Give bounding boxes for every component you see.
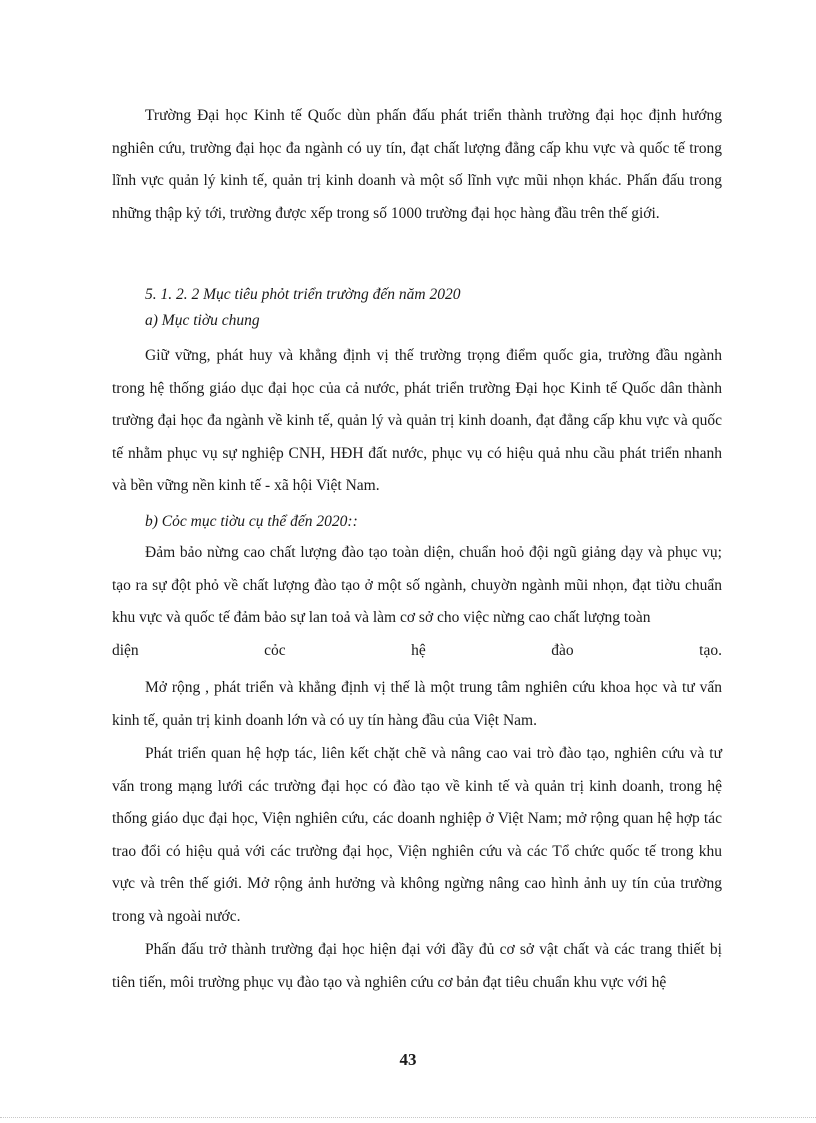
paragraph-vision: Trường Đại học Kinh tế Quốc dùn phấn đấu phát triển thành trường đại học định hướng nghiên cứu, trường đại học đa ngành có uy tín, đạt chất lượng đẳng cấp khu vực và quốc tế trong lĩnh vực quản lý kinh tế, quản trị kinh doanh và một số lĩnh vực mũi nhọn khác. Phấn đấu trong những thập kỷ tới, trường được xếp trong số 1000 trường đại học hàng đầu trên thế giới.: [112, 107, 722, 222]
subheading-general-goal: a) Mục tiờu chung: [145, 312, 260, 329]
subheading-specific-goals: b) Cỏc mục tiờu cụ thể đến 2020::: [145, 513, 358, 530]
last-line-word: cỏc: [264, 641, 286, 659]
last-line-word: diện: [112, 641, 139, 659]
last-line-word: hệ: [411, 641, 426, 659]
paragraph-training-quality-last-line: [112, 635, 722, 668]
paragraph-cooperation: Phát triển quan hệ hợp tác, liên kết chặt chẽ và nâng cao vai trò đào tạo, nghiên cứu và tư vấn trong mạng lưới các trường đại học có đào tạo về kinh tế và quản trị kinh doanh, trong hệ thống giáo dục đại học, Viện nghiên cứu, các doanh nghiệp ở Việt Nam; mở rộng quan hệ hợp tác trao đổi có hiệu quả với các trường đại học, Viện nghiên cứu và các Tổ chức quốc tế trong khu vực và trên thế giới. Mở rộng ảnh hưởng và không ngừng nâng cao hình ảnh uy tín của trường trong và ngoài nước.: [112, 745, 722, 925]
paragraph-modernization: Phấn đấu trở thành trường đại học hiện đại với đầy đủ cơ sở vật chất và các trang thiết bị tiên tiến, môi trường phục vụ đào tạo và nghiên cứu cơ bản đạt tiêu chuẩn khu vực với hệ: [112, 941, 722, 991]
last-line-word: tạo.: [699, 641, 722, 659]
page-bottom-divider: [0, 1117, 816, 1118]
section-heading: 5. 1. 2. 2 Mục tiêu phỏt triển trường đến năm 2020: [145, 286, 461, 303]
last-line-word: đào: [551, 641, 574, 659]
paragraph-general-goal: Giữ vững, phát huy và khẳng định vị thế trường trọng điểm quốc gia, trường đầu ngành trong hệ thống giáo dục đại học của cả nước, phát triển trường Đại học Kinh tế Quốc dân thành trường đại học đa ngành về kinh tế, quản lý và quản trị kinh doanh, đạt đẳng cấp khu vực và quốc tế nhằm phục vụ sự nghiệp CNH, HĐH đất nước, phục vụ có hiệu quả nhu cầu phát triển nhanh và bền vững nền kinh tế - xã hội Việt Nam.: [112, 347, 722, 494]
page-number: 43: [399, 1050, 417, 1069]
paragraph-training-quality-text: Đảm bảo nừng cao chất lượng đào tạo toàn diện, chuẩn hoỏ đội ngũ giảng dạy và phục vụ; tạo ra sự đột phỏ về chất lượng đào tạo ở một số ngành, chuyờn ngành mũi nhọn, đạt tiờu chuẩn khu vực và quốc tế đảm bảo sự lan toả và làm cơ sở cho việc nừng cao chất lượng toàn: [112, 544, 722, 626]
paragraph-training-quality: [112, 537, 722, 667]
paragraph-research-center: Mở rộng , phát triển và khẳng định vị thế là một trung tâm nghiên cứu khoa học và tư vấn kinh tế, quản trị kinh doanh lớn và có uy tín hàng đầu của Việt Nam.: [112, 679, 722, 729]
